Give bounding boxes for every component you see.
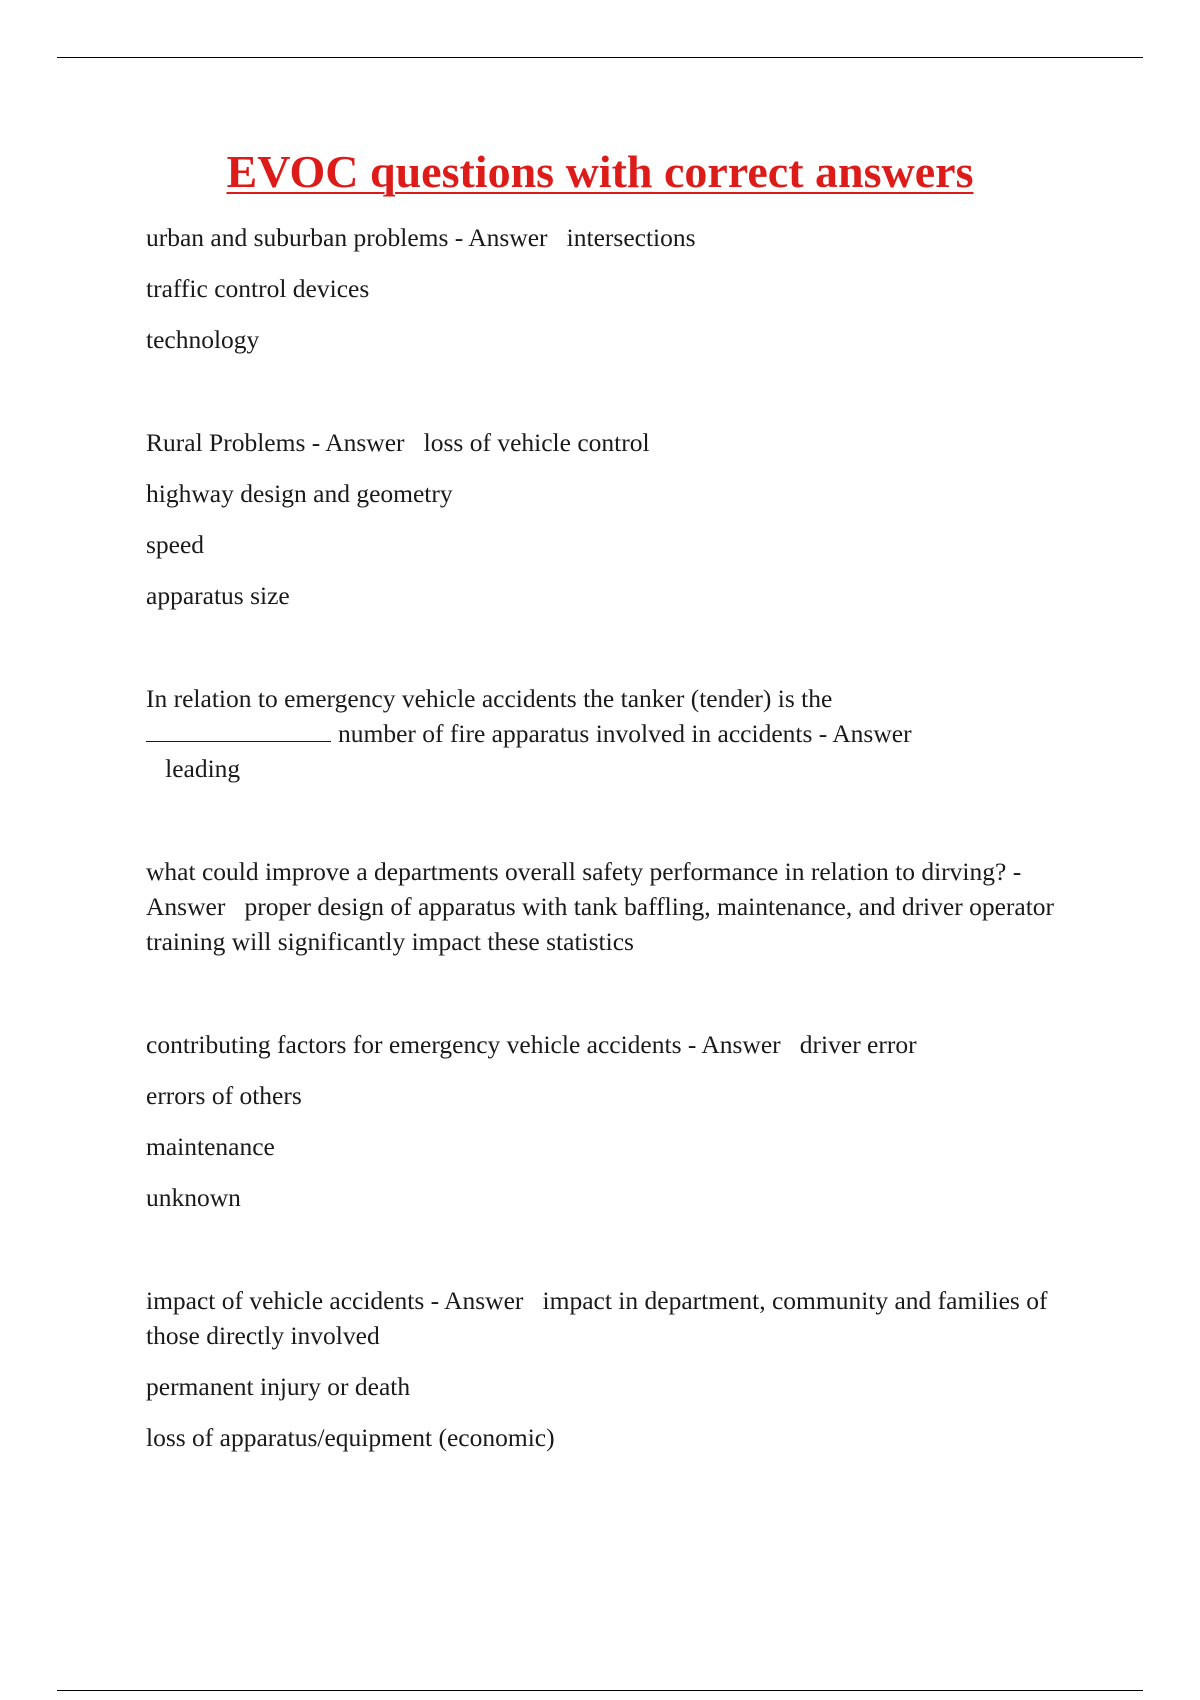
answer-line: loss of apparatus/equipment (economic) — [146, 1423, 555, 1452]
question-text: what could improve a departments overall safety performance in relation to dirving? - Answer — [146, 857, 1022, 921]
answer-text: proper design of apparatus with tank baffling, maintenance, and driver operator training will significantly impact these statistics — [146, 892, 1055, 956]
answer-text: intersections — [566, 223, 696, 252]
question-text: Rural Problems - Answer — [146, 428, 405, 457]
qa-question-line — [146, 425, 1066, 460]
answer-line: technology — [146, 325, 260, 354]
answer-line: unknown — [146, 1183, 241, 1212]
qa-entry-impact — [146, 1283, 1066, 1455]
question-text: number of fire apparatus involved in accidents - Answer — [338, 719, 912, 748]
qa-entry-rural — [146, 425, 1066, 613]
answer-text: leading — [165, 754, 241, 783]
footer-rule — [57, 1690, 1143, 1691]
qa-entry-urban — [146, 220, 1066, 357]
fill-in-blank — [146, 719, 331, 742]
answer-line: permanent injury or death — [146, 1372, 411, 1401]
answer-line: speed — [146, 530, 205, 559]
question-text: urban and suburban problems - Answer — [146, 223, 548, 252]
qa-question-paragraph — [146, 681, 966, 786]
answer-line: maintenance — [146, 1132, 275, 1161]
qa-entry-safety — [146, 854, 1066, 959]
answer-line: errors of others — [146, 1081, 302, 1110]
answer-line: apparatus size — [146, 581, 290, 610]
qa-entry-tanker — [146, 681, 1066, 786]
answer-text: loss of vehicle control — [423, 428, 650, 457]
header-rule — [57, 57, 1143, 58]
question-text: In relation to emergency vehicle accidents the tanker (tender) is the — [146, 684, 833, 713]
qa-question-paragraph — [146, 1283, 1066, 1353]
qa-question-paragraph — [146, 854, 1066, 959]
qa-question-line — [146, 220, 1066, 255]
answer-text: impact in department, community and families of those directly involved — [146, 1286, 1048, 1350]
qa-entry-contributing — [146, 1027, 1066, 1215]
question-text: impact of vehicle accidents - Answer — [146, 1286, 524, 1315]
question-text: contributing factors for emergency vehicle accidents - Answer — [146, 1030, 781, 1059]
qa-question-line — [146, 1027, 1066, 1062]
document-body — [146, 220, 1066, 1471]
answer-text: driver error — [799, 1030, 917, 1059]
answer-line: highway design and geometry — [146, 479, 453, 508]
answer-line: traffic control devices — [146, 274, 370, 303]
document-title: EVOC questions with correct answers — [226, 146, 974, 197]
